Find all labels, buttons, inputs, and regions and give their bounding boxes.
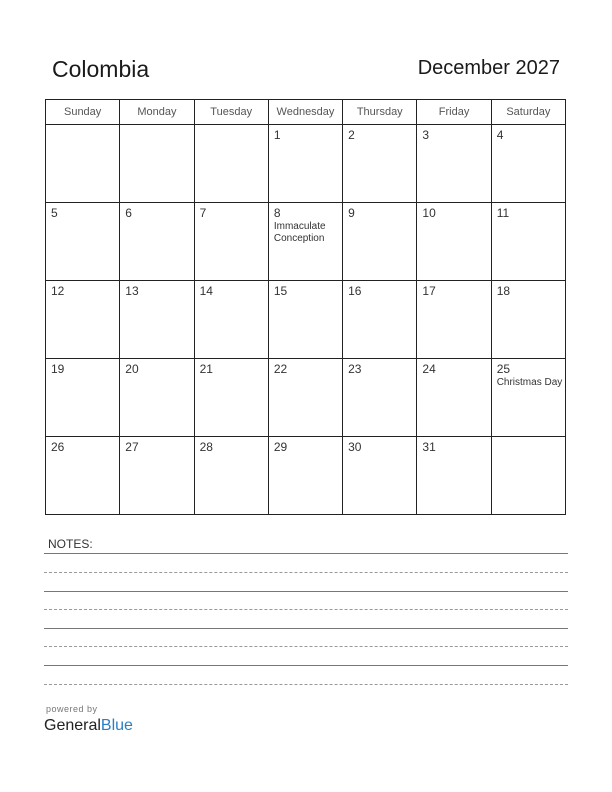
day-cell	[46, 359, 120, 437]
day-number: 28	[199, 440, 213, 454]
weekday-saturday: Saturday	[491, 100, 565, 125]
day-number: 15	[273, 284, 288, 298]
holiday-label: Immaculate Conception	[273, 221, 326, 244]
powered-by-text: powered by	[46, 704, 98, 714]
day-cell	[194, 281, 268, 359]
day-number: 14	[199, 284, 213, 298]
notes-line	[44, 553, 568, 554]
day-number: 16	[348, 284, 362, 298]
day-cell	[46, 437, 120, 515]
day-cell	[491, 359, 565, 437]
day-cell	[120, 437, 194, 515]
day-cell	[343, 203, 417, 281]
day-cell	[417, 125, 491, 203]
notes-line	[44, 646, 568, 647]
day-number: 4	[496, 128, 504, 142]
day-cell	[46, 125, 120, 203]
day-cell	[268, 437, 342, 515]
weekday-header-row	[46, 100, 566, 125]
day-number: 10	[422, 206, 436, 220]
day-cell	[343, 125, 417, 203]
weekday-monday: Monday	[120, 100, 194, 125]
day-cell	[491, 125, 565, 203]
day-cell	[343, 437, 417, 515]
day-number: 11	[496, 206, 510, 220]
notes-line	[44, 665, 568, 666]
notes-line	[44, 609, 568, 610]
day-cell	[491, 437, 565, 515]
day-number: 6	[125, 206, 132, 220]
notes-line	[44, 628, 568, 629]
day-cell	[417, 203, 491, 281]
day-cell	[120, 281, 194, 359]
country-title: Colombia	[52, 56, 150, 82]
day-cell	[417, 437, 491, 515]
calendar-grid	[45, 99, 566, 515]
day-number: 31	[422, 440, 436, 454]
day-cell	[268, 281, 342, 359]
day-cell	[343, 359, 417, 437]
day-number: 27	[125, 440, 139, 454]
day-number: 22	[273, 362, 288, 376]
weekday-wednesday: Wednesday	[268, 100, 342, 125]
day-cell	[120, 125, 194, 203]
day-number: 12	[51, 284, 65, 298]
day-number: 19	[51, 362, 65, 376]
day-number: 13	[125, 284, 139, 298]
day-cell	[268, 125, 342, 203]
day-cell	[417, 359, 491, 437]
notes-label: NOTES:	[48, 537, 93, 551]
day-number: 20	[125, 362, 139, 376]
day-number: 23	[348, 362, 362, 376]
day-number: 29	[273, 440, 288, 454]
day-cell	[120, 203, 194, 281]
notes-line	[44, 591, 568, 592]
day-cell	[268, 203, 342, 281]
day-number: 3	[422, 128, 430, 142]
day-cell	[46, 281, 120, 359]
day-number: 21	[199, 362, 213, 376]
month-title: December 2027	[417, 57, 560, 79]
day-number: 1	[273, 128, 281, 142]
day-number: 5	[51, 206, 58, 220]
day-cell	[46, 203, 120, 281]
weekday-tuesday: Tuesday	[194, 100, 268, 125]
notes-line	[44, 572, 568, 573]
week-row	[46, 359, 566, 437]
day-cell	[194, 125, 268, 203]
day-cell	[120, 359, 194, 437]
week-row	[46, 437, 566, 515]
day-number: 8	[273, 206, 281, 220]
weekday-thursday: Thursday	[343, 100, 417, 125]
day-cell	[343, 281, 417, 359]
day-number: 18	[496, 284, 511, 298]
day-cell	[417, 281, 491, 359]
day-cell	[194, 203, 268, 281]
day-number: 24	[422, 362, 436, 376]
logo-general: General	[44, 717, 101, 734]
day-number: 17	[422, 284, 436, 298]
week-row	[46, 203, 566, 281]
week-row	[46, 281, 566, 359]
notes-line	[44, 684, 568, 685]
day-number: 25	[496, 362, 511, 376]
day-cell	[268, 359, 342, 437]
generalblue-logo	[44, 717, 133, 735]
holiday-label: Christmas Day	[496, 377, 563, 388]
day-cell	[194, 359, 268, 437]
day-cell	[491, 203, 565, 281]
day-number: 9	[348, 206, 355, 220]
day-cell	[194, 437, 268, 515]
day-number: 26	[51, 440, 65, 454]
day-number: 2	[348, 128, 355, 142]
weekday-friday: Friday	[417, 100, 491, 125]
logo-blue: Blue	[100, 717, 133, 734]
weekday-sunday: Sunday	[46, 100, 120, 125]
week-row	[46, 125, 566, 203]
day-cell	[491, 281, 565, 359]
day-number: 30	[348, 440, 362, 454]
day-number: 7	[199, 206, 207, 220]
